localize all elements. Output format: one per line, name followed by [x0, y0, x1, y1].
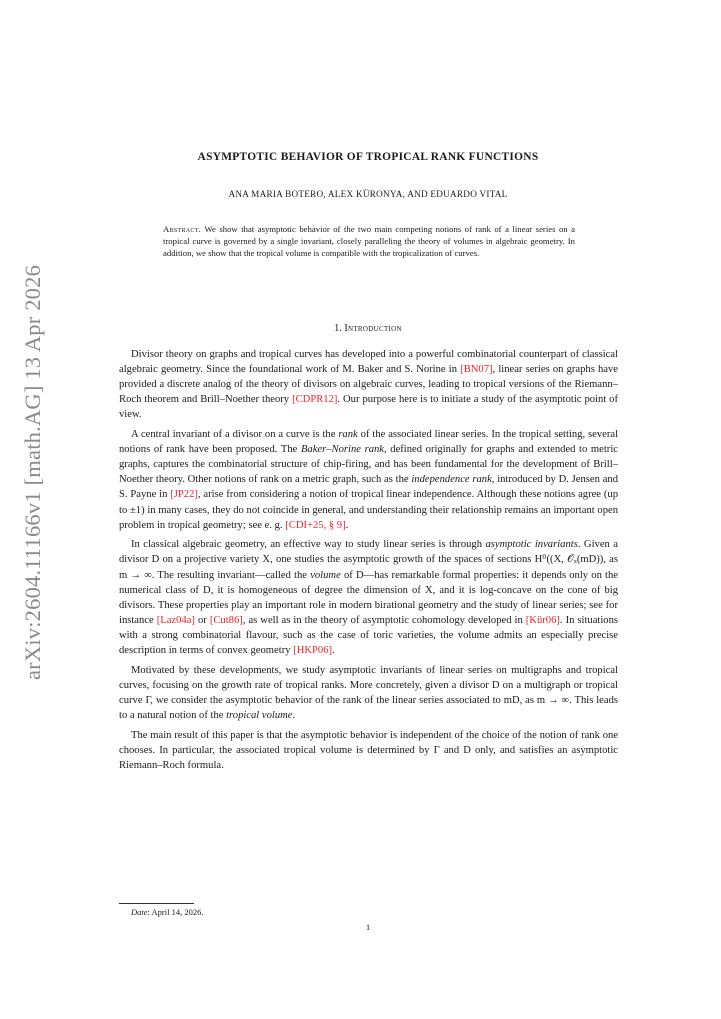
- text-run: . Our purpose here is to initiate a study of the asymptotic point of view.: [119, 394, 619, 421]
- text-run: In classical algebraic geometry, an effective way to study linear series is through: [131, 539, 486, 551]
- paragraph-4: [119, 663, 618, 723]
- text-run: .: [292, 709, 296, 721]
- text-run: . Given a divisor D on a projective variety X, one studies the asymptotic growth of the spaces of sections H⁰((X, 𝒪ₓ(mD)), as m → ∞. The resulting invariant—called the: [119, 539, 618, 581]
- citation-link[interactable]: [Laz04a]: [156, 614, 195, 626]
- body-text: [119, 347, 618, 778]
- text-run: of D—has remarkable formal properties: it depends only on the numerical class of D, it is homogeneous of degree the dimension of X, and it is log-concave on the cone of big divisors. These properties play an important role in modern birational geometry and the study of linear series; see for instance: [119, 569, 619, 626]
- page-number: 1: [365, 922, 371, 932]
- citation-link[interactable]: [Kür06]: [525, 614, 560, 626]
- emphasis: independence rank: [411, 474, 492, 486]
- emphasis: rank: [338, 429, 358, 441]
- emphasis: tropical volume: [226, 709, 293, 721]
- text-run: Divisor theory on graphs and tropical curves has developed into a powerful combinatorial counterpart of classical algebraic geometry. Since the foundational work of M. Baker and S. Norine in: [119, 349, 618, 376]
- text-run: , introduced by D. Jensen and S. Payne in: [119, 474, 618, 501]
- text-run: .: [332, 644, 335, 656]
- paper-title: ASYMPTOTIC BEHAVIOR OF TROPICAL RANK FUNCTIONS: [197, 151, 539, 163]
- footnote-rule: [119, 903, 194, 904]
- text-run: or: [194, 614, 210, 626]
- section-number: 1.: [334, 323, 342, 334]
- text-run: The main result of this paper is that the asymptotic behavior is independent of the choice of the notion of rank one chooses. In particular, the associated tropical volume is determined by Γ and D only, and satisfies an asymptotic Riemann–Roch formula.: [119, 729, 618, 771]
- citation-link[interactable]: [JP22]: [170, 489, 198, 501]
- abstract: [163, 224, 575, 259]
- paragraph-1: [119, 347, 618, 422]
- footnote-label: Date: [131, 907, 148, 917]
- paragraph-3: [119, 537, 618, 658]
- abstract-text: We show that asymptotic behavior of the two main competing notions of rank of a linear series on a tropical curve is governed by a single invariant, closely paralleling the theory of volumes in algebraic geometry. In addition, we show that the tropical volume is compatible with the tropicalization of curves.: [163, 224, 575, 258]
- citation-link[interactable]: [HKP06]: [293, 644, 333, 656]
- text-run: . In situations with a strong combinatorial flavour, such as the case of toric varieties, the volume admits an especially precise description in terms of convex geometry: [119, 614, 619, 656]
- abstract-label: Abstract.: [163, 224, 202, 234]
- text-run: A central invariant of a divisor on a curve is the: [131, 429, 339, 441]
- text-run: , arise from considering a notion of tropical linear independence. Although these notions agree (up to ±1) in many cases, they do not coincide in general, and understanding their relationship remains an important open problem in tropical geometry; see e. g.: [119, 489, 618, 531]
- text-run: , as well as in the theory of asymptotic cohomology developed in: [242, 614, 526, 626]
- citation-link[interactable]: [CDPR12]: [292, 394, 338, 406]
- arxiv-identifier: arXiv:2604.11166v1 [math.AG] 13 Apr 2026: [20, 264, 45, 680]
- emphasis: volume: [310, 569, 341, 581]
- paragraph-5: [119, 728, 618, 773]
- paper-authors: ANA MARIA BOTERO, ALEX KÜRONYA, AND EDUARDO VITAL: [228, 189, 508, 199]
- text-run: , linear series on graphs have provided a discrete analog of the theory of divisors on algebraic curves, leading to tropical versions of the Riemann–Roch theorem and Brill–Noether theory: [119, 364, 618, 406]
- footnote: [131, 907, 204, 917]
- section-heading: [118, 323, 618, 334]
- text-run: , defined originally for graphs and extended to metric graphs, captures the combinatorial structure of chip-firing, and has been fundamental for the development of Brill–Noether theory. Other notions of rank on a metric graph, such as the: [119, 444, 618, 486]
- text-run: of the associated linear series. In the tropical setting, several notions of rank have been proposed. The: [119, 429, 619, 456]
- citation-link[interactable]: [Cut86]: [209, 614, 243, 626]
- paragraph-2: [119, 427, 618, 533]
- section-title: Introduction: [344, 323, 402, 334]
- text-run: Motivated by these developments, we study asymptotic invariants of linear series on multigraphs and tropical curves, focusing on the growth rate of tropical ranks. More concretely, given a divisor D on a multigraph or tropical curve Γ, we consider the asymptotic behavior of the rank of the linear series associated to mD, as m → ∞. This leads to a natural notion of the: [119, 664, 618, 721]
- footnote-value: : April 14, 2026.: [147, 907, 204, 917]
- citation-link[interactable]: [CDI+25, § 9]: [285, 519, 346, 531]
- citation-link[interactable]: [BN07]: [460, 364, 493, 376]
- text-run: .: [345, 519, 349, 531]
- emphasis: asymptotic invariants: [485, 539, 578, 551]
- emphasis: Baker–Norine rank: [300, 444, 384, 456]
